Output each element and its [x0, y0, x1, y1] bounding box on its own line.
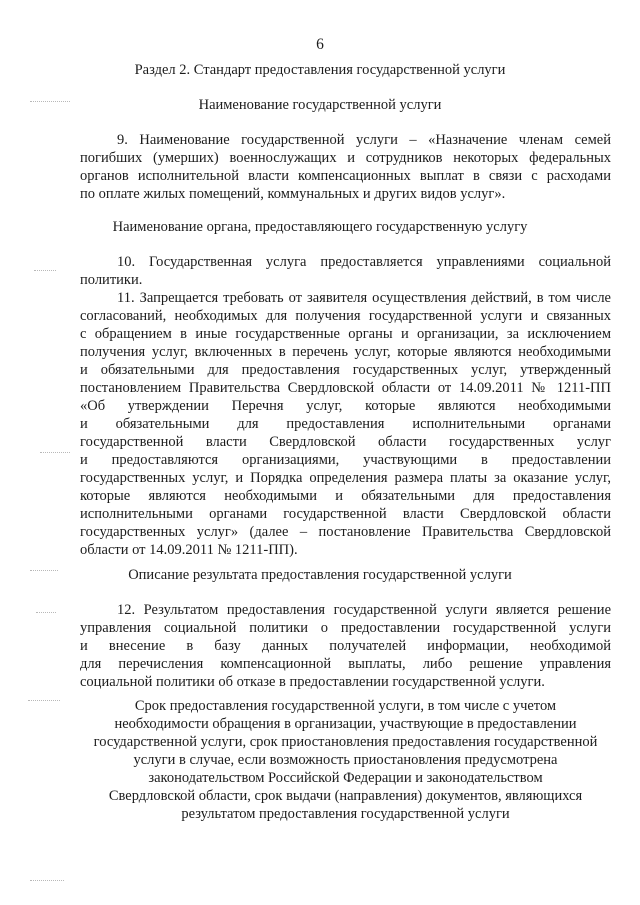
- paragraph-line: и обязательными для предоставления исполнительными органами: [80, 416, 611, 432]
- paragraph-line: 9. Наименование государственной услуги – «Назначение членам семей: [117, 132, 611, 148]
- paragraph-line: политики.: [80, 272, 143, 288]
- heading-line: результатом предоставления государственной услуги: [181, 806, 510, 822]
- paragraph-line: социальной политики об отказе в предоставлении государственной услуги.: [80, 674, 545, 690]
- paragraph-line: получения услуг, включенных в перечень услуг, которые являются необходимыми: [80, 344, 611, 360]
- scan-artifact: [36, 612, 56, 614]
- paragraph-line: с обращением в иные государственные органы и организации, за исключением: [80, 326, 611, 342]
- scan-artifact: [30, 570, 58, 572]
- paragraph-line: 12. Результатом предоставления государственной услуги является решение: [117, 602, 611, 618]
- paragraph-line: государственной власти Свердловской области государственных услуг: [80, 434, 611, 450]
- scan-artifact: [28, 700, 60, 702]
- paragraph-line: постановлением Правительства Свердловской области от 14.09.2011 № 1211-ПП: [80, 380, 611, 396]
- paragraph-line: 11. Запрещается требовать от заявителя осуществления действий, в том числе: [117, 290, 611, 306]
- scan-artifact: [30, 101, 70, 103]
- heading-line: Срок предоставления государственной услуги, в том числе с учетом: [134, 698, 557, 714]
- paragraph-11: [80, 289, 611, 559]
- paragraph-line: области от 14.09.2011 № 1211-ПП).: [80, 542, 298, 558]
- paragraph-line: государственных услуг, и Порядка определения размера платы за оказание услуг,: [80, 470, 611, 486]
- heading-line: услуги в случае, если возможность приостановления предусмотрена: [133, 752, 558, 768]
- paragraph-9: [80, 131, 611, 203]
- heading-service-term: [80, 697, 611, 823]
- paragraph-10: [80, 253, 611, 289]
- paragraph-line: для перечисления компенсационной выплаты, либо решение управления: [80, 656, 611, 672]
- paragraph-line: согласований, необходимых для получения государственной услуги и связанных: [80, 308, 611, 324]
- paragraph-line: и обязательными для предоставления государственных услуг, утвержденный: [80, 362, 611, 378]
- paragraph-line: исполнительными органами государственной власти Свердловской области: [80, 506, 611, 522]
- heading-line: законодательством Российской Федерации и законодательством: [148, 770, 543, 786]
- heading-service-name: Наименование государственной услуги: [198, 97, 442, 113]
- heading-line: необходимости обращения в организации, участвующие в предоставлении: [114, 716, 577, 732]
- paragraph-line: 10. Государственная услуга предоставляется управлениями социальной: [117, 254, 611, 270]
- paragraph-line: управления социальной политики о предоставлении государственной услуги: [80, 620, 611, 636]
- paragraph-line: которые являются необходимыми и обязательными для предоставления: [80, 488, 611, 504]
- heading-service-result: Описание результата предоставления государственной услуги: [128, 567, 512, 583]
- heading-line: государственной услуги, срок приостановления предоставления государственной: [93, 734, 598, 750]
- paragraph-line: органов исполнительной власти компенсационных выплат в связи с расходами: [80, 168, 611, 184]
- scan-artifact: [34, 270, 56, 272]
- scan-artifact: [40, 452, 70, 454]
- paragraph-line: и предоставляются организациями, участвующими в предоставлении: [80, 452, 611, 468]
- page-number: 6: [316, 36, 324, 53]
- heading-line: Свердловской области, срок выдачи (направления) документов, являющихся: [108, 788, 583, 804]
- paragraph-line: государственных услуг» (далее – постановление Правительства Свердловской: [80, 524, 611, 540]
- paragraph-line: и внесение в базу данных получателей информации, необходимой: [80, 638, 611, 654]
- paragraph-12: [80, 601, 611, 691]
- section-title: Раздел 2. Стандарт предоставления государственной услуги: [134, 62, 506, 78]
- scan-artifact: [30, 880, 64, 882]
- heading-service-organ: Наименование органа, предоставляющего государственную услугу: [112, 219, 528, 235]
- paragraph-line: погибших (умерших) военнослужащих и сотрудников некоторых федеральных: [80, 150, 611, 166]
- paragraph-line: «Об утверждении Перечня услуг, которые являются необходимыми: [80, 398, 611, 414]
- paragraph-line: по оплате жилых помещений, коммунальных и других видов услуг».: [80, 186, 506, 202]
